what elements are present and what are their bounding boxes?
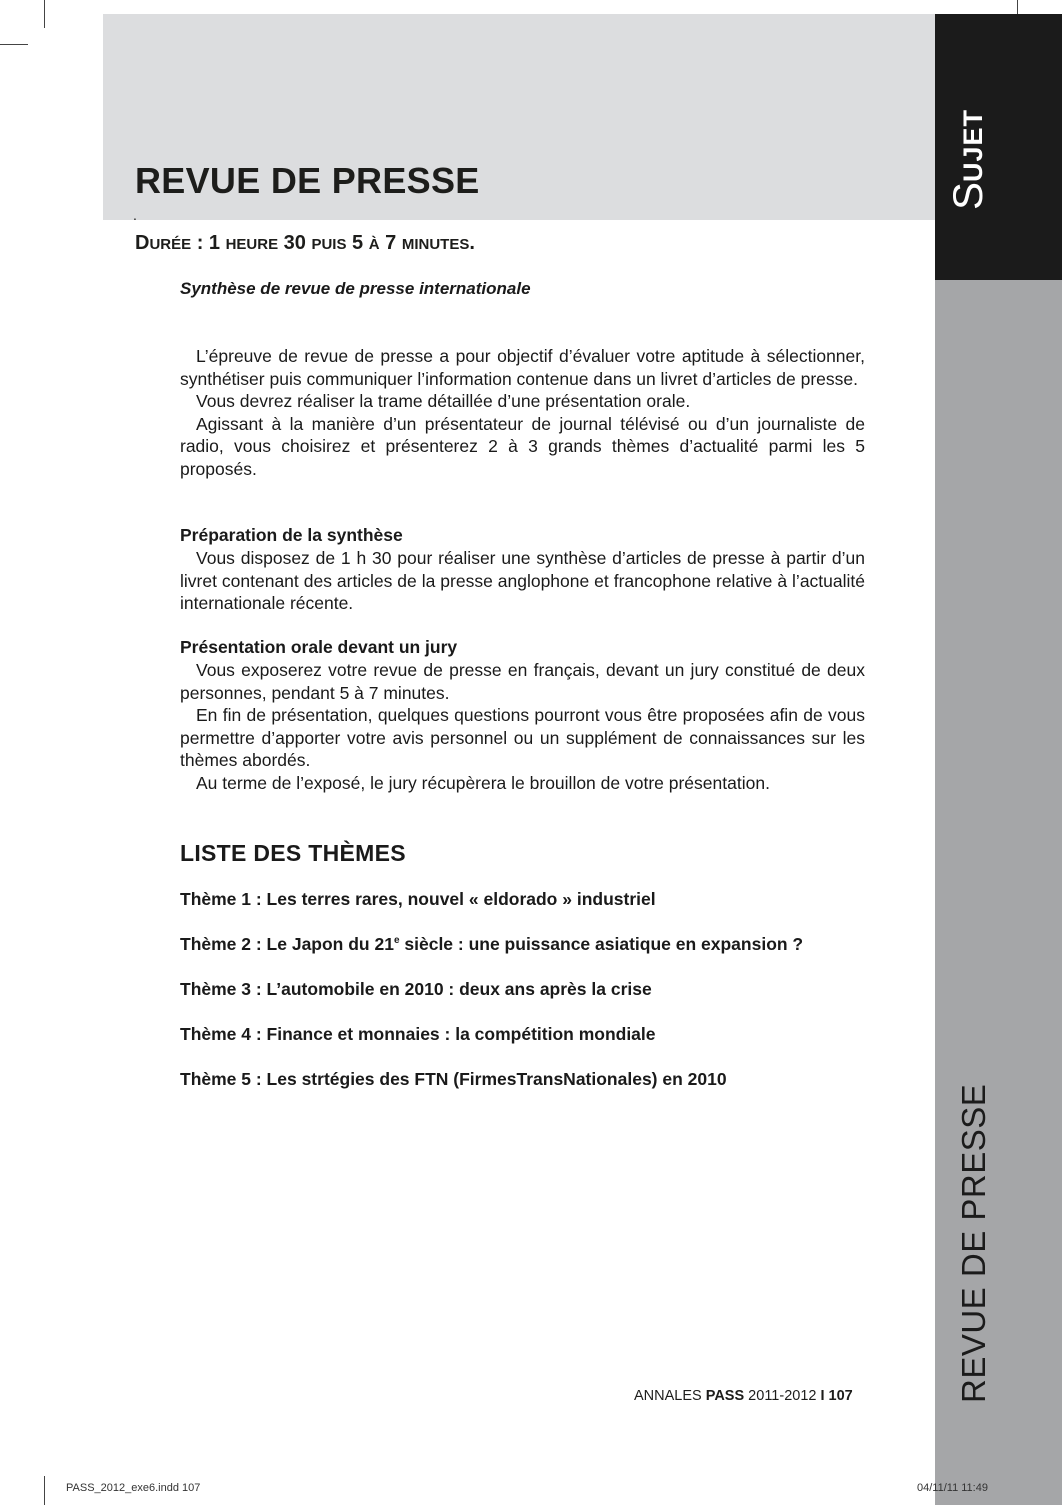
side-tab-sujet-rest: UJET [958, 108, 988, 182]
crop-mark [0, 44, 28, 45]
duration-end: . [469, 232, 475, 254]
theme-item-sup: e [393, 935, 400, 947]
crop-mark [44, 0, 45, 28]
theme-item-text-rest: siècle : une puissance asiatique en expansion ? [399, 934, 804, 954]
intro-paragraph: L’épreuve de revue de presse a pour objectif d’évaluer votre aptitude à sélectionner, synthétiser puis communiquer l’information contenue dans un livret d’articles de presse. [180, 346, 865, 389]
side-tab-sujet [938, 109, 1003, 210]
presentation-paragraph: Au terme de l’exposé, le jury récupèrera le brouillon de votre présentation. [196, 772, 770, 793]
presentation-paragraph: Vous exposerez votre revue de presse en français, devant un jury constitué de deux personnes, pendant 5 à 7 minutes. [180, 660, 865, 703]
header-dot: . [133, 207, 137, 223]
theme-item: Thème 3 : L’automobile en 2010 : deux ans après la crise [180, 979, 652, 999]
theme-item: Thème 5 : Les strtégies des FTN (FirmesTransNationales) en 2010 [180, 1069, 727, 1089]
duration-30: 30 [278, 232, 312, 254]
page-footer [634, 1388, 853, 1404]
subtitle: Synthèse de revue de presse internationale [180, 279, 531, 298]
intro-paragraph: Agissant à la manière d’un présentateur de journal télévisé ou d’un journaliste de radio, vous choisirez et présenterez 2 à 3 grands thèmes d’actualité parmi les 5 proposés. [180, 413, 865, 479]
footer-page-number: I 107 [820, 1388, 853, 1404]
intro-text [180, 345, 865, 480]
crop-mark [44, 1476, 45, 1505]
preparation-text [180, 547, 865, 615]
duration-minutes: MINUTES [401, 236, 470, 253]
footer-brand: PASS [705, 1388, 745, 1404]
presentation-paragraph: En fin de présentation, quelques questions pourront vous être proposées afin de vous permettre d’apporter votre avis personnel ou un supplément de connaissances sur les thèmes abordés. [180, 705, 865, 770]
side-tab-sujet-initial: S [944, 181, 991, 210]
theme-item-text: Thème 2 : Le Japon du 21 [180, 934, 394, 954]
preparation-paragraph: Vous disposez de 1 h 30 pour réaliser une synthèse d’articles de presse à partir d’un livret contenant des articles de la presse anglophone et francophone relative à l’actualité internationale récente. [180, 548, 865, 613]
page-title: REVUE DE PRESSE [135, 160, 480, 201]
duration-colon: : 1 [191, 232, 226, 254]
theme-item [180, 934, 803, 955]
presentation-text [180, 659, 865, 794]
side-tab-section-label: REVUE DE PRESSE [955, 1083, 992, 1403]
print-file-mark: PASS_2012_exe6.indd 107 [66, 1482, 201, 1494]
theme-item: Thème 4 : Finance et monnaies : la compétition mondiale [180, 1024, 656, 1044]
themes-title: LISTE DES THÈMES [180, 840, 406, 866]
duration-d: D [135, 232, 150, 254]
print-date-mark: 04/11/11 11:49 [917, 1482, 988, 1494]
duration-uree: URÉE [149, 236, 192, 253]
theme-item: Thème 1 : Les terres rares, nouvel « eldorado » industriel [180, 889, 656, 909]
preparation-heading: Préparation de la synthèse [180, 525, 403, 545]
duration-heure: HEURE [225, 236, 279, 253]
footer-prefix: ANNALES [634, 1388, 706, 1404]
duration-line [135, 232, 475, 255]
intro-paragraph: Vous devrez réaliser la trame détaillée d’une présentation orale. [196, 391, 691, 411]
footer-years: 2011-2012 [744, 1388, 821, 1404]
duration-7: 7 [379, 232, 402, 254]
duration-a: À [368, 236, 380, 253]
duration-puis: PUIS [311, 236, 347, 253]
presentation-heading: Présentation orale devant un jury [180, 637, 458, 657]
duration-5: 5 [346, 232, 369, 254]
